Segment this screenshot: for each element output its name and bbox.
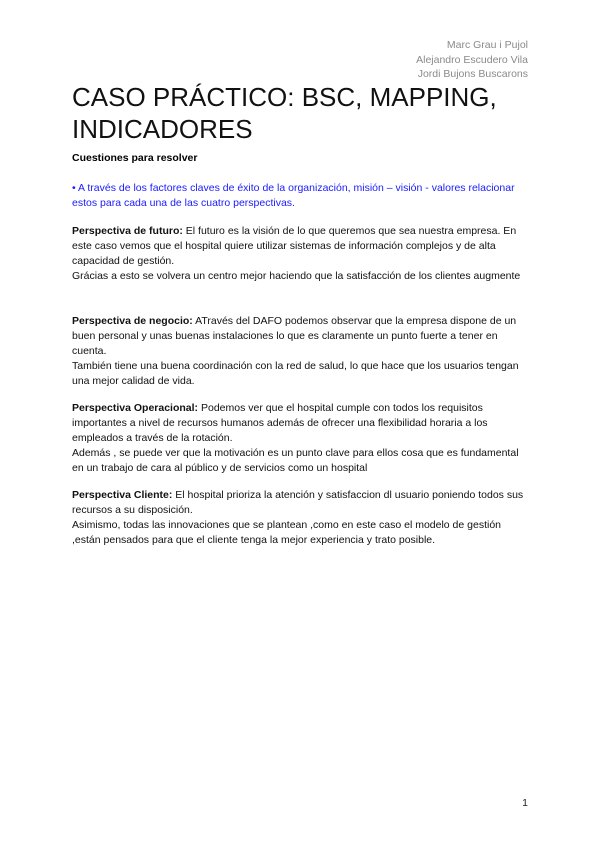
page-number: 1 bbox=[522, 797, 528, 809]
section-paragraph bbox=[72, 224, 527, 269]
author-name: Alejandro Escudero Vila bbox=[416, 53, 528, 66]
section-paragraph bbox=[72, 401, 527, 446]
bullet-question: • A través de los factores claves de éxito de la organización, misión – visión - valores relacionar estos para cada una de las cuatro perspectivas. bbox=[72, 182, 515, 209]
section-label: Perspectiva de futuro: bbox=[72, 225, 183, 237]
section-paragraph: Además , se puede ver que la motivación es un punto clave para ellos cosa que es fundamental en un trabajo de cara al público y de servicios como un hospital bbox=[72, 447, 519, 474]
section-text: El futuro es la visión de lo que queremos que sea nuestra empresa. En este caso vemos que el hospital quiere utilizar sistemas de información complejos y de alta capacidad de gestión. bbox=[72, 225, 517, 267]
section-label: Perspectiva Cliente: bbox=[72, 489, 173, 501]
section-text: ATravés del DAFO podemos observar que la empresa dispone de un buen personal y unas buenas instalaciones lo que es claramente un punto fuerte a tener en cuenta. bbox=[72, 315, 517, 357]
section-paragraph bbox=[72, 314, 527, 359]
section-future bbox=[72, 224, 527, 284]
section-subtitle: Cuestiones para resolver bbox=[72, 152, 198, 164]
section-label: Perspectiva Operacional: bbox=[72, 402, 199, 414]
document-title: CASO PRÁCTICO: BSC, MAPPING, INDICADORES bbox=[72, 82, 497, 144]
section-text: Podemos ver que el hospital cumple con todos los requisitos importantes a nivel de recursos humanos además de ofrecer una flexibilidad horaria a los empleados a través de la rotación. bbox=[72, 402, 488, 444]
section-business bbox=[72, 314, 527, 389]
author-name: Marc Grau i Pujol bbox=[446, 39, 528, 51]
section-paragraph bbox=[72, 488, 527, 518]
author-list bbox=[416, 38, 528, 82]
section-operational bbox=[72, 401, 527, 476]
author-name: Jordi Bujons Buscarons bbox=[417, 68, 528, 80]
section-client bbox=[72, 488, 527, 548]
section-paragraph: Grácias a esto se volvera un centro mejor haciendo que la satisfacción de los clientes augmente bbox=[72, 270, 521, 282]
section-paragraph: También tiene una buena coordinación con la red de salud, lo que hace que los usuarios tengan una mejor calidad de vida. bbox=[72, 360, 519, 387]
section-label: Perspectiva de negocio: bbox=[72, 315, 193, 327]
section-paragraph: Asimismo, todas las innovaciones que se plantean ,como en este caso el modelo de gestión ,están pensados para que el cliente tenga la mejor experiencia y trato posible. bbox=[72, 519, 502, 546]
section-text: El hospital prioriza la atención y satisfaccion dl usuario poniendo todos sus recursos a su disposición. bbox=[72, 489, 524, 516]
